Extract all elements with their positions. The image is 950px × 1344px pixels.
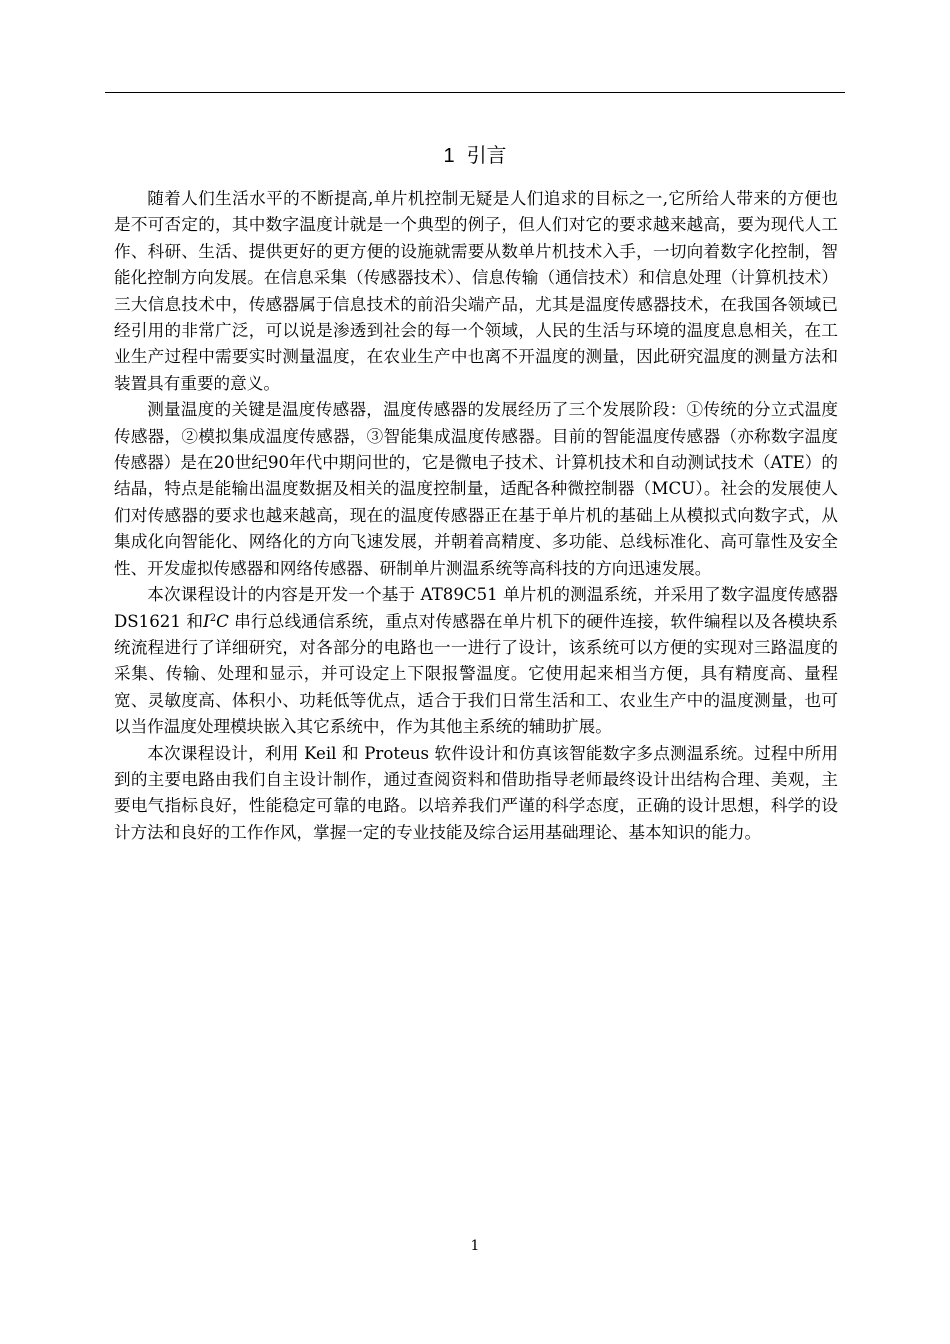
paragraph-1: 随着人们生活水平的不断提高,单片机控制无疑是人们追求的目标之一,它所给人带来的方便也是不可否定的，其中数字温度计就是一个典型的例子，但人们对它的要求越来越高，要为现代人工作、科研、生活、提供更好的更方便的设施就需要从数单片机技术入手，一切向着数字化控制，智能化控制方向发展。在信息采集（传感器技术）、信息传输（通信技术）和信息处理（计算机技术）三大信息技术中，传感器属于信息技术的前沿尖端产品，尤其是温度传感器技术，在我国各领域已经引用的非常广泛，可以说是渗透到社会的每一个领域，人民的生活与环境的温度息息相关，在工业生产过程中需要实时测量温度，在农业生产中也离不开温度的测量，因此研究温度的测量方法和装置具有重要的意义。 <box>114 189 838 393</box>
body-text <box>114 186 838 846</box>
i2c-superscript: 2 <box>209 612 217 624</box>
section-heading: 引言 <box>466 143 507 167</box>
section-title <box>0 143 950 168</box>
header-rule <box>105 92 845 93</box>
i2c-formula <box>203 612 229 631</box>
section-number: 1 <box>443 145 455 167</box>
paragraph-3 <box>114 582 838 740</box>
paragraph-2: 测量温度的关键是温度传感器，温度传感器的发展经历了三个发展阶段：①传统的分立式温度传感器，②模拟集成温度传感器，③智能集成温度传感器。目前的智能温度传感器（亦称数字温度传感器）是在20世纪90年代中期问世的，它是微电子技术、计算机技术和自动测试技术（ATE）的结晶，特点是能输出温度数据及相关的温度控制量，适配各种微控制器（MCU）。社会的发展使人们对传感器的要求也越来越高，现在的温度传感器正在基于单片机的基础上从模拟式向数字式，从集成化向智能化、网络化的方向飞速发展，并朝着高精度、多功能、总线标准化、高可靠性及安全性、开发虚拟传感器和网络传感器、研制单片测温系统等高科技的方向迅速发展。 <box>114 400 838 578</box>
paragraph-3-text-before: 本次课程设计的内容是开发一个基于 AT89C51 单片机的测温系统，并采用了数字温度传感器 DS1621 和 <box>114 585 838 631</box>
i2c-tail: C <box>216 611 229 631</box>
i2c-base: I <box>203 611 210 631</box>
page-number: 1 <box>470 1238 480 1254</box>
paragraph-4: 本次课程设计，利用 Keil 和 Proteus 软件设计和仿真该智能数字多点测温系统。过程中所用到的主要电路由我们自主设计制作，通过查阅资料和借助指导老师最终设计出结构合理、美观，主要电气指标良好，性能稳定可靠的电路。以培养我们严谨的科学态度，正确的设计思想，科学的设计方法和良好的工作作风，掌握一定的专业技能及综合运用基础理论、基本知识的能力。 <box>114 743 838 842</box>
paragraph-3-text-after: 串行总线通信系统，重点对传感器在单片机下的硬件连接，软件编程以及各模块系统流程进行了详细研究，对各部分的电路也一一进行了设计，该系统可以方便的实现对三路温度的采集、传输、处理和显示，并可设定上下限报警温度。它使用起来相当方便，具有精度高、量程宽、灵敏度高、体积小、功耗低等优点，适合于我们日常生活和工、农业生产中的温度测量，也可以当作温度处理模块嵌入其它系统中，作为其他主系统的辅助扩展。 <box>114 611 838 737</box>
